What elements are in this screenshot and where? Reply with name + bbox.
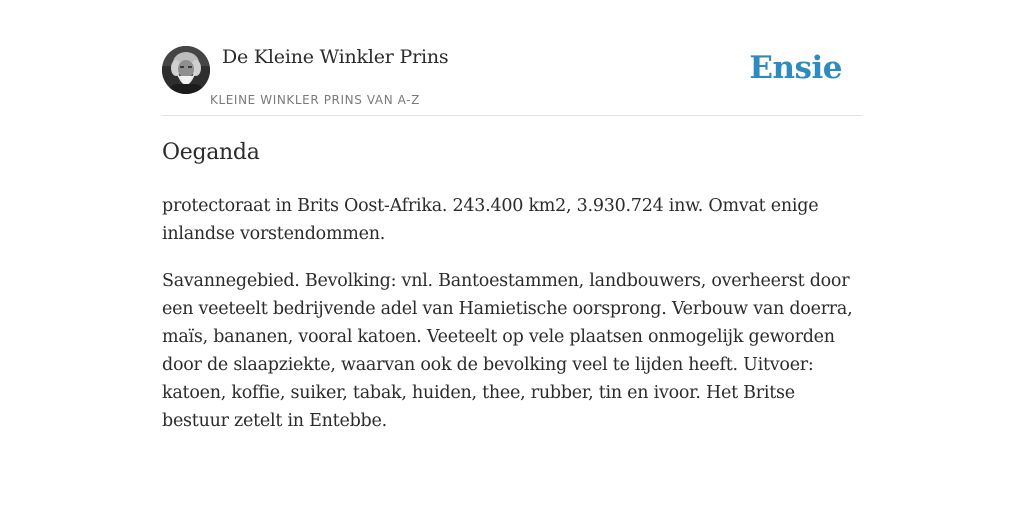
author-avatar[interactable]: [162, 46, 210, 94]
page-header: [162, 44, 862, 116]
author-name[interactable]: De Kleine Winkler Prins: [222, 46, 449, 68]
bearded-man-portrait-icon: [162, 46, 210, 94]
article-paragraph: Savannegebied. Bevolking: vnl. Bantoestammen, landbouwers, overheerst door een veeteelt bedrijvende adel van Hamietische oorsprong. Verbouw van doerra, maïs, bananen, vooral katoen. Veeteelt op vele plaatsen onmogelijk geworden door de slaapziekte, waarvan ook de bevolking veel te lijden heeft. Uitvoer: katoen, koffie, suiker, tabak, huiden, thee, rubber, tin en ivoor. Het Britse bestuur zetelt in Entebbe.: [162, 271, 853, 431]
page-title: Oeganda: [162, 140, 260, 165]
brand-logo[interactable]: Ensie: [749, 50, 842, 86]
source-subtitle[interactable]: KLEINE WINKLER PRINS VAN A-Z: [210, 93, 420, 107]
article-paragraph: protectoraat in Brits Oost-Afrika. 243.400 km2, 3.930.724 inw. Omvat enige inlandse vorstendommen.: [162, 196, 819, 244]
article-body: [162, 192, 862, 454]
